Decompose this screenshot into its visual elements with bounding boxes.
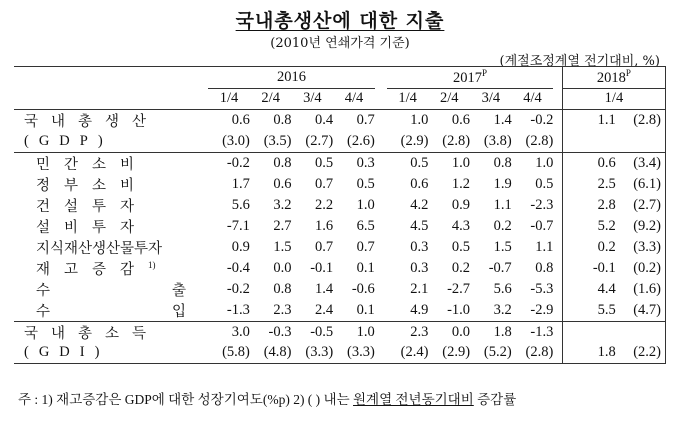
cell-value: 1.8 <box>470 321 512 343</box>
cell-value: -1.0 <box>447 301 471 318</box>
cell-value: (3.3) <box>333 343 375 364</box>
cell-2018-q1-yoy: (2.7) <box>616 195 666 216</box>
row-label-text: 국내총소득 <box>24 325 160 342</box>
quarter-header: 3/4 <box>481 90 501 107</box>
year-2018: $2018^P$ <box>562 67 665 89</box>
table-row <box>14 237 666 258</box>
cell-value: 0.8 <box>250 110 292 132</box>
page-title: 국내총생산에 대한 지출 <box>235 10 445 32</box>
cell-value: 2.7 <box>273 217 292 234</box>
cell-value: 1.7 <box>231 175 250 192</box>
cell-value: 1.0 <box>333 321 375 343</box>
cell-value: -0.6 <box>351 280 375 297</box>
cell-2018-q1-yoy: (2.8) <box>616 110 666 132</box>
cell-2018-q1-yoy: (9.2) <box>616 216 666 237</box>
quarter-header-row <box>14 88 666 110</box>
cell-value: 0.9 <box>451 196 471 213</box>
year-header-row <box>14 67 666 89</box>
row-label-text: 국내총생산 <box>24 114 160 130</box>
row-label-text: 수 입 <box>36 303 186 320</box>
cell-value: 0.8 <box>535 259 554 276</box>
row-label-text: 건설투자 <box>36 198 149 215</box>
cell-value: 0.5 <box>356 175 375 192</box>
quarter-header: 2/4 <box>261 90 280 107</box>
cell-value: (2.7) <box>305 132 334 149</box>
cell-value: (2.8) <box>525 132 554 149</box>
row-label-text: 설비투자 <box>36 219 149 236</box>
cell-2018-q1-yoy <box>616 131 666 152</box>
cell-value: -1.3 <box>512 321 554 343</box>
unit-note: (계절조정계열 전기대비, %) <box>499 54 660 69</box>
cell-value: -2.3 <box>530 196 554 213</box>
row-label <box>14 343 208 364</box>
cell-value: 3.0 <box>208 321 250 343</box>
cell-value: 0.1 <box>356 259 375 276</box>
table-row <box>14 343 666 364</box>
cell-value: 5.6 <box>231 196 250 213</box>
table-row <box>14 131 666 152</box>
cell-value: 1.9 <box>493 175 512 192</box>
cell-value: (2.8) <box>442 132 471 149</box>
row-label <box>14 174 208 195</box>
cell-value: (3.5) <box>263 132 292 149</box>
cell-value: 0.3 <box>410 259 429 276</box>
gdp-expenditure-table <box>14 66 666 364</box>
cell-value: 0.0 <box>273 259 292 276</box>
cell-value: 2.1 <box>410 280 429 297</box>
row-label <box>14 321 208 343</box>
cell-value: 0.5 <box>292 152 334 174</box>
row-label-text: (GDP) <box>24 132 113 149</box>
cell-value: 3.2 <box>493 301 512 318</box>
cell-value: 1.4 <box>315 280 334 297</box>
cell-2018-q1-yoy <box>616 321 666 343</box>
cell-value: -0.2 <box>208 152 250 174</box>
cell-value: (3.0) <box>222 132 250 149</box>
cell-value: 2.3 <box>273 301 292 318</box>
cell-value: 0.7 <box>356 238 375 255</box>
table-row <box>14 174 666 195</box>
cell-value: -2.7 <box>447 280 471 297</box>
cell-value: (5.8) <box>208 343 250 364</box>
year-2017: $2017^P$ <box>387 67 554 89</box>
footnote: 주 : 1) 재고증감은 GDP에 대한 성장기여도(%p) 2) ( ) 내는 원계열 전년동기대비 증감률 <box>18 392 517 407</box>
row-label <box>14 300 208 322</box>
cell-value: 1.0 <box>387 110 429 132</box>
cell-value: 0.2 <box>493 217 512 234</box>
cell-value: (4.8) <box>250 343 292 364</box>
cell-value: -5.3 <box>530 280 554 297</box>
cell-value: 0.8 <box>250 152 292 174</box>
cell-value: 0.6 <box>428 110 470 132</box>
cell-2018-q1: 0.6 <box>562 152 615 174</box>
cell-value: 0.3 <box>410 238 429 255</box>
cell-2018-q1: 1.1 <box>562 110 615 132</box>
year-2016: 2016 <box>208 67 375 89</box>
cell-value: 3.2 <box>273 196 292 213</box>
row-label-text: (GDI) <box>24 344 110 361</box>
row-label <box>14 110 208 132</box>
cell-2018-q1-yoy: (0.2) <box>616 258 666 279</box>
row-label-text: 지식재산생산물투자 <box>36 240 163 257</box>
cell-value: 1.5 <box>273 238 292 255</box>
cell-2018-q1: 2.8 <box>562 195 615 216</box>
cell-value: -0.1 <box>310 259 334 276</box>
cell-value: 1.0 <box>356 196 375 213</box>
cell-value: 0.3 <box>333 152 375 174</box>
cell-value: 1.0 <box>428 152 470 174</box>
cell-value: 1.1 <box>493 196 512 213</box>
cell-value: 0.4 <box>292 110 334 132</box>
cell-value: 0.6 <box>410 175 429 192</box>
row-label <box>14 195 208 216</box>
row-label <box>14 237 208 258</box>
table-row <box>14 152 666 174</box>
cell-value: -0.2 <box>226 280 250 297</box>
cell-2018-q1: -0.1 <box>562 258 615 279</box>
row-label-text: 수 출 <box>36 282 186 299</box>
cell-value: 0.9 <box>231 238 250 255</box>
cell-value: (2.9) <box>428 343 470 364</box>
cell-value: -0.7 <box>530 217 554 234</box>
table-row <box>14 110 666 132</box>
quarter-header: 4/4 <box>523 90 542 107</box>
cell-value: 0.8 <box>470 152 512 174</box>
cell-value: -2.9 <box>530 301 554 318</box>
row-label <box>14 152 208 174</box>
cell-value: 0.7 <box>315 175 334 192</box>
row-label <box>14 216 208 237</box>
cell-2018-q1-yoy: (3.4) <box>616 152 666 174</box>
label-superscript: 1) <box>148 259 156 270</box>
cell-2018-q1: 0.2 <box>562 237 615 258</box>
cell-value: 0.8 <box>273 280 292 297</box>
cell-value: 4.5 <box>410 217 429 234</box>
quarter-header: 4/4 <box>344 90 364 107</box>
cell-value: 0.6 <box>208 110 250 132</box>
cell-value: 0.1 <box>356 301 375 318</box>
cell-value: -1.3 <box>226 301 250 318</box>
cell-value: 5.6 <box>493 280 512 297</box>
cell-value: 2.3 <box>387 321 429 343</box>
cell-value: 2.2 <box>315 196 334 213</box>
cell-2018-q1: 4.4 <box>562 279 615 300</box>
cell-2018-q1 <box>562 321 615 343</box>
cell-value: 1.2 <box>451 175 471 192</box>
cell-value: -0.3 <box>250 321 292 343</box>
table-row <box>14 216 666 237</box>
cell-value: -0.4 <box>226 259 250 276</box>
cell-value: (2.8) <box>512 343 554 364</box>
cell-value: 1.0 <box>512 152 554 174</box>
table-row <box>14 195 666 216</box>
cell-value: 1.5 <box>493 238 512 255</box>
cell-value: 4.3 <box>451 217 471 234</box>
row-label <box>14 131 208 152</box>
cell-value: 0.5 <box>535 175 554 192</box>
cell-value: -0.2 <box>512 110 554 132</box>
cell-value: 1.4 <box>470 110 512 132</box>
page-subtitle: (2010년 연쇄가격 기준) <box>270 36 410 51</box>
cell-2018-q1-yoy: (4.7) <box>616 300 666 322</box>
cell-value: 0.5 <box>451 238 471 255</box>
cell-value: 0.6 <box>273 175 292 192</box>
row-label <box>14 258 208 279</box>
cell-2018-q1-yoy: (1.6) <box>616 279 666 300</box>
cell-value: 2.4 <box>315 301 334 318</box>
cell-value: (2.4) <box>387 343 429 364</box>
cell-value: 0.7 <box>333 110 375 132</box>
cell-2018-q1: 2.5 <box>562 174 615 195</box>
table-row <box>14 300 666 322</box>
row-label-text: 민간소비 <box>36 156 149 173</box>
cell-value: 0.2 <box>451 259 471 276</box>
cell-2018-q1: 5.5 <box>562 300 615 322</box>
quarter-header: 3/4 <box>303 90 322 107</box>
cell-value: 1.6 <box>315 217 334 234</box>
cell-value: (3.3) <box>292 343 334 364</box>
row-label-text: 재고증감 <box>36 261 149 278</box>
cell-2018-q1 <box>562 131 615 152</box>
cell-value: 0.7 <box>315 238 334 255</box>
cell-value: 6.5 <box>356 217 375 234</box>
cell-value: 0.5 <box>387 152 429 174</box>
cell-value: -7.1 <box>226 217 250 234</box>
cell-value: (2.9) <box>400 132 429 149</box>
cell-value: (3.8) <box>483 132 512 149</box>
table-row <box>14 258 666 279</box>
cell-value: 1.1 <box>535 238 554 255</box>
cell-value: -0.5 <box>292 321 334 343</box>
row-label <box>14 279 208 300</box>
quarter-header: 1/4 <box>562 88 665 110</box>
quarter-header: 1/4 <box>398 90 417 107</box>
quarter-header: 1/4 <box>219 90 239 107</box>
cell-2018-q1-yoy: (2.2) <box>616 343 666 364</box>
cell-value: 4.9 <box>410 301 429 318</box>
cell-value: (2.6) <box>347 132 375 149</box>
cell-value: 0.0 <box>428 321 470 343</box>
quarter-header: 2/4 <box>439 90 459 107</box>
cell-2018-q1: 1.8 <box>562 343 615 364</box>
table-row <box>14 321 666 343</box>
cell-value: 4.2 <box>410 196 429 213</box>
cell-value: -0.7 <box>488 259 512 276</box>
cell-2018-q1-yoy: (3.3) <box>616 237 666 258</box>
cell-2018-q1-yoy: (6.1) <box>616 174 666 195</box>
cell-2018-q1: 5.2 <box>562 216 615 237</box>
row-label-text: 정부소비 <box>36 177 149 194</box>
table-row <box>14 279 666 300</box>
cell-value: (5.2) <box>470 343 512 364</box>
